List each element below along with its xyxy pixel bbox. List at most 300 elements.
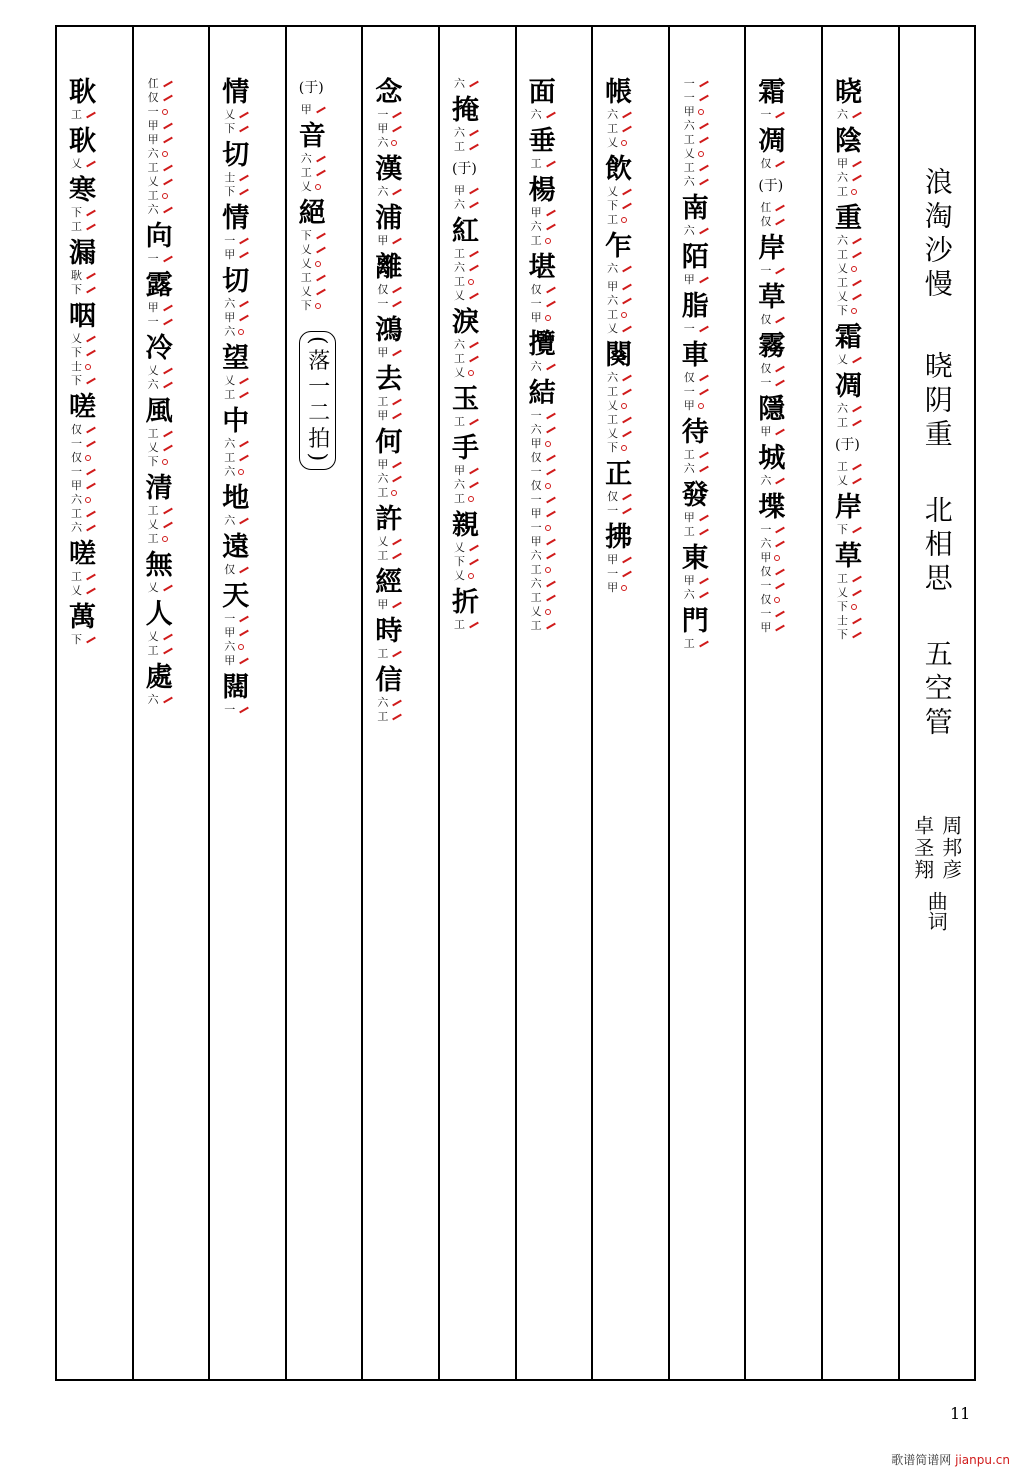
lyric-character: 親 [451,510,479,541]
score-segment [299,77,326,117]
rhythm-beat-mark [546,427,556,434]
gongche-note-text: 乂 [300,180,312,193]
rhythm-beat-mark [393,651,403,658]
score-segment [146,396,173,469]
gongche-note [224,185,249,199]
gongche-note [148,203,173,217]
rhythm-circle-mark [468,370,474,376]
gongche-note-text: 甲 [760,425,772,438]
lyric-character: 向 [145,221,173,252]
gongche-note-text: 仅 [224,563,236,576]
gongche-note [684,224,709,238]
rhythm-beat-mark [699,123,709,130]
gongche-note [607,213,632,227]
rhythm-beat-mark [776,366,786,373]
lyric-character: 待 [681,417,709,448]
rhythm-beat-mark [316,289,326,296]
score-segment [758,443,785,488]
rhythm-circle-mark [315,261,321,267]
gongche-note-text: 一 [760,523,772,536]
gongche-note [148,147,173,161]
gongche-note-text: 六 [683,224,695,237]
gongche-note [301,271,326,285]
rhythm-beat-mark [622,189,632,196]
gongche-note [607,322,632,336]
gongche-note-text: 一 [530,297,542,310]
gongche-note-text: 仅 [760,593,772,606]
gongche-note [301,257,326,271]
lyric-character: 經 [375,567,403,598]
rhythm-beat-mark [239,175,249,182]
gongche-note [607,441,632,455]
rhythm-circle-mark [621,585,627,591]
score-segment [146,333,173,392]
lyric-character: 漢 [375,154,403,185]
score-segment [758,233,785,278]
gongche-note [531,479,556,493]
lyric-character: (于) [298,80,324,96]
lyric-character: 堪 [528,252,556,283]
gongche-note-text: 六 [224,325,236,338]
lyric-character: 鴻 [375,315,403,346]
rhythm-beat-mark [699,277,709,284]
gongche-note [301,243,326,257]
score-segment [222,203,249,262]
rhythm-beat-mark [852,527,862,534]
lyric-character: 拂 [605,522,633,553]
score-segment [375,203,402,248]
rhythm-beat-mark [86,637,96,644]
gongche-note [454,541,479,555]
lyric-character: 淚 [451,307,479,338]
gongche-note-text: 六 [530,423,542,436]
score-segment [69,175,96,234]
gongche-note-text: 六 [607,262,619,275]
gongche-note [224,108,249,122]
gongche-note [224,563,249,577]
gongche-note [837,523,862,537]
lyric-character: (于) [758,178,784,194]
gongche-note [224,612,249,626]
score-segment [375,427,402,500]
gongche-note [837,474,862,488]
gongche-note-text: 甲 [607,280,619,293]
score-segment [605,154,632,227]
gongche-note-text: 六 [224,640,236,653]
score-segment [69,602,96,647]
score-segment [146,270,173,329]
gongche-note-text: 工 [683,448,695,461]
score-segment [69,301,96,388]
gongche-note [531,234,556,248]
score-segment [375,567,402,612]
gongche-note-text: 乂 [607,322,619,335]
gongche-note [148,252,173,266]
lyric-character: (于) [834,437,860,453]
gongche-note-text: 下 [836,628,848,641]
score-segment [222,483,249,528]
gongche-note-text: 工 [607,213,619,226]
lyric-character: 楊 [528,175,556,206]
rhythm-beat-mark [852,175,862,182]
gongche-note-text: 工 [453,275,465,288]
gongche-note-text: 工 [377,395,389,408]
gongche-note-text: 下 [300,299,312,312]
gongche-note [607,581,632,595]
gongche-note [71,633,96,647]
lyric-character: 冷 [145,333,173,364]
rhythm-beat-mark [163,179,173,186]
rhythm-beat-mark [86,511,96,518]
gongche-note [224,626,249,640]
gongche-note [837,353,862,367]
gongche-note [837,276,862,290]
rhythm-beat-mark [852,590,862,597]
gongche-note-text: 工 [453,352,465,365]
gongche-note-text: 仅 [71,423,82,436]
score-segment [758,77,785,122]
gongche-note [531,311,556,325]
gongche-note [148,644,173,658]
rhythm-circle-mark [315,184,321,190]
score-column-2 [746,27,823,1379]
rhythm-circle-mark [468,573,474,579]
gongche-note-text: 工 [836,185,848,198]
rhythm-circle-mark [621,217,627,223]
gongche-note [377,185,402,199]
rhythm-beat-mark [546,553,556,560]
score-segment [452,216,479,303]
rhythm-beat-mark [393,602,403,609]
rhythm-beat-mark [699,592,709,599]
lyric-character: 門 [681,606,709,637]
gongche-note [837,402,862,416]
gongche-note-text: 甲 [377,234,389,247]
gongche-note-text: 六 [147,378,159,391]
gongche-note [684,147,709,161]
score-column-6 [440,27,517,1379]
gongche-note-text: 工 [147,161,159,174]
lyric-character: 咽 [69,301,96,332]
gongche-note-text: 工 [71,507,82,520]
rhythm-beat-mark [546,469,556,476]
rhythm-beat-mark [469,265,479,272]
rhythm-beat-mark [852,280,862,287]
gongche-note [684,637,709,651]
score-segment [146,662,173,707]
lyric-character: 城 [758,443,786,474]
gongche-note [148,693,173,707]
rhythm-circle-mark [621,140,627,146]
gongche-note-text: 甲 [224,654,236,667]
rhythm-beat-mark [546,497,556,504]
score-segment [682,606,709,651]
rhythm-beat-mark [852,238,862,245]
gongche-note-text: 一 [760,108,772,121]
gongche-note [71,220,96,234]
gongche-note-text: 工 [607,413,619,426]
rhythm-beat-mark [393,413,403,420]
gongche-note-text: 甲 [683,511,695,524]
gongche-note [301,285,326,299]
gongche-note [454,569,479,583]
gongche-note-text: 甲 [224,626,236,639]
gongche-note-text: 甲 [530,535,542,548]
gongche-note-text: 乂 [147,441,159,454]
rhythm-beat-mark [163,697,173,704]
gongche-note-text: 乂 [836,353,848,366]
score-segment [529,126,556,171]
gongche-note-text: 甲 [683,399,695,412]
gongche-note-text: 仅 [530,283,542,296]
gongche-note [531,437,556,451]
gongche-note [224,514,249,528]
rhythm-beat-mark [852,420,862,427]
gongche-note [71,479,96,493]
gongche-note-text: 六 [453,338,465,351]
rhythm-beat-mark [316,233,326,240]
gongche-note [377,535,402,549]
gongche-note [760,593,785,607]
gongche-note-text: 工 [836,276,848,289]
rhythm-beat-mark [776,112,786,119]
score-segment [682,543,709,602]
gongche-note-text: 六 [224,297,236,310]
lyric-character: 手 [451,433,479,464]
lyric-character: 許 [375,504,403,535]
rhythm-beat-mark [469,130,479,137]
gongche-note [377,346,402,360]
gongche-note-text: 仅 [607,490,619,503]
gongche-note-text: 六 [300,152,312,165]
rhythm-beat-mark [776,583,786,590]
rhythm-beat-mark [86,224,96,231]
gongche-note-text: 甲 [453,184,465,197]
gongche-note-text: 工 [147,644,159,657]
score-segment [835,371,862,430]
lyric-character: 耿 [69,77,96,108]
rhythm-beat-mark [86,336,96,343]
gongche-note-text: 工 [607,385,619,398]
rhythm-beat-mark [622,494,632,501]
gongche-note-text: 下 [71,346,82,359]
gongche-note-text: 乂 [836,290,848,303]
gongche-note [607,280,632,294]
gongche-note [377,549,402,563]
rhythm-beat-mark [699,179,709,186]
gongche-note-text: 乂 [607,136,619,149]
rhythm-beat-mark [393,238,403,245]
rhythm-beat-mark [699,578,709,585]
gongche-note [71,493,96,507]
rhythm-beat-mark [776,478,786,485]
lyric-character: 車 [681,340,709,371]
gongche-note-text: 六 [377,136,389,149]
gongche-note-text: 下 [147,455,159,468]
rhythm-beat-mark [776,527,786,534]
gongche-note [607,490,632,504]
gongche-note [531,423,556,437]
gongche-note-text: 一 [683,322,695,335]
gongche-note-text: 一 [760,376,772,389]
gongche-note-text: 一 [530,521,542,534]
gongche-note [377,122,402,136]
gongche-note-text: 仜 [760,201,772,214]
score-segment [605,340,632,455]
rhythm-beat-mark [316,170,326,177]
gongche-note [377,458,402,472]
gongche-note [224,703,249,717]
gongche-note-text: 下 [71,374,82,387]
gongche-note-text: 仅 [530,479,542,492]
gongche-note [224,311,249,325]
gongche-note [837,600,862,614]
gongche-note-text: 下 [607,441,619,454]
gongche-note [607,199,632,213]
gongche-note [224,654,249,668]
rhythm-circle-mark [238,469,244,475]
rhythm-beat-mark [393,112,403,119]
gongche-note [454,247,479,261]
rhythm-beat-mark [239,315,249,322]
gongche-note [377,696,402,710]
gongche-note-text: 一 [224,612,236,625]
rhythm-beat-mark [776,541,786,548]
rhythm-beat-mark [469,468,479,475]
rhythm-beat-mark [469,559,479,566]
lyric-character: 紅 [451,216,479,247]
gongche-note [760,621,785,635]
rhythm-beat-mark [239,441,249,448]
gongche-note [684,175,709,189]
performance-note: (落一二拍) [299,331,336,470]
score-segment [69,77,96,122]
score-column-4 [593,27,670,1379]
rhythm-beat-mark [163,165,173,172]
title-column [900,27,974,1379]
rhythm-beat-mark [546,161,556,168]
gongche-note-text: 一 [760,264,772,277]
rhythm-beat-mark [239,658,249,665]
gongche-note-text: 工 [71,570,82,583]
rhythm-beat-mark [469,482,479,489]
rhythm-beat-mark [546,539,556,546]
score-segment [529,175,556,248]
gongche-note-text: 甲 [530,507,542,520]
gongche-note-text: 下 [453,555,465,568]
score-segment [682,193,709,238]
score-segment [222,343,249,402]
gongche-note [684,133,709,147]
gongche-note-text: 工 [453,415,465,428]
rhythm-beat-mark [86,350,96,357]
rhythm-beat-mark [622,571,632,578]
gongche-note-text: 甲 [147,119,159,132]
score-segment [605,459,632,518]
gongche-note [377,136,402,150]
rhythm-beat-mark [316,247,326,254]
lyric-character: 離 [375,252,403,283]
gongche-note-text: 乂 [71,332,82,345]
lyric-character: 脂 [681,291,709,322]
gongche-note-text: 一 [530,493,542,506]
rhythm-beat-mark [239,378,249,385]
rhythm-beat-mark [239,567,249,574]
gongche-note [377,710,402,724]
gongche-note-text: 一 [224,703,236,716]
score-segment [452,77,479,91]
gongche-note [607,399,632,413]
gongche-note-text: 一 [71,437,82,450]
gongche-note-text: 工 [71,108,82,121]
score-segment [758,175,785,229]
lyric-character: 地 [222,483,250,514]
lyric-character: 帳 [605,77,633,108]
gongche-note-text: 六 [607,294,619,307]
lyricist-name: 卓圣翔 [910,815,935,881]
lyric-character: 切 [222,266,250,297]
rhythm-beat-mark [163,137,173,144]
rhythm-circle-mark [774,597,780,603]
gongche-note [531,507,556,521]
rhythm-beat-mark [699,641,709,648]
rhythm-circle-mark [391,140,397,146]
score-segment [222,77,249,136]
score-column-1 [823,27,900,1379]
lyric-character: 處 [145,662,173,693]
gongche-note [377,486,402,500]
rhythm-beat-mark [699,326,709,333]
lyric-character: 念 [375,77,403,108]
gongche-note [71,360,96,374]
gongche-note-text: 六 [147,147,159,160]
rhythm-circle-mark [545,609,551,615]
rhythm-beat-mark [622,326,632,333]
gongche-note-text: 乂 [147,364,159,377]
rhythm-circle-mark [468,279,474,285]
gongche-note [684,574,709,588]
gongche-note [148,301,173,315]
gongche-note-text: 六 [453,198,465,211]
rhythm-beat-mark [163,445,173,452]
gongche-note-text: 六 [224,465,236,478]
gongche-note-text: 一 [683,91,695,104]
rhythm-beat-mark [163,95,173,102]
gongche-note-text: 一 [530,409,542,422]
score-segment [758,492,785,635]
gongche-note-text: 甲 [530,311,542,324]
gongche-note [224,374,249,388]
gongche-note [224,122,249,136]
gongche-note [837,416,862,430]
score-column-5 [517,27,594,1379]
score-segment [529,77,556,122]
lyric-character: 情 [222,203,250,234]
gongche-note-text: 一 [683,77,695,90]
score-segment [146,550,173,595]
watermark [891,1451,1010,1468]
gongche-note [377,598,402,612]
gongche-note [684,462,709,476]
gongche-note [531,108,556,122]
gongche-note [684,322,709,336]
gongche-note-text: 仅 [147,91,159,104]
score-segment [222,406,249,479]
gongche-note-text: 工 [453,492,465,505]
page-number: 11 [950,1404,971,1423]
rhythm-beat-mark [239,238,249,245]
rhythm-beat-mark [86,574,96,581]
